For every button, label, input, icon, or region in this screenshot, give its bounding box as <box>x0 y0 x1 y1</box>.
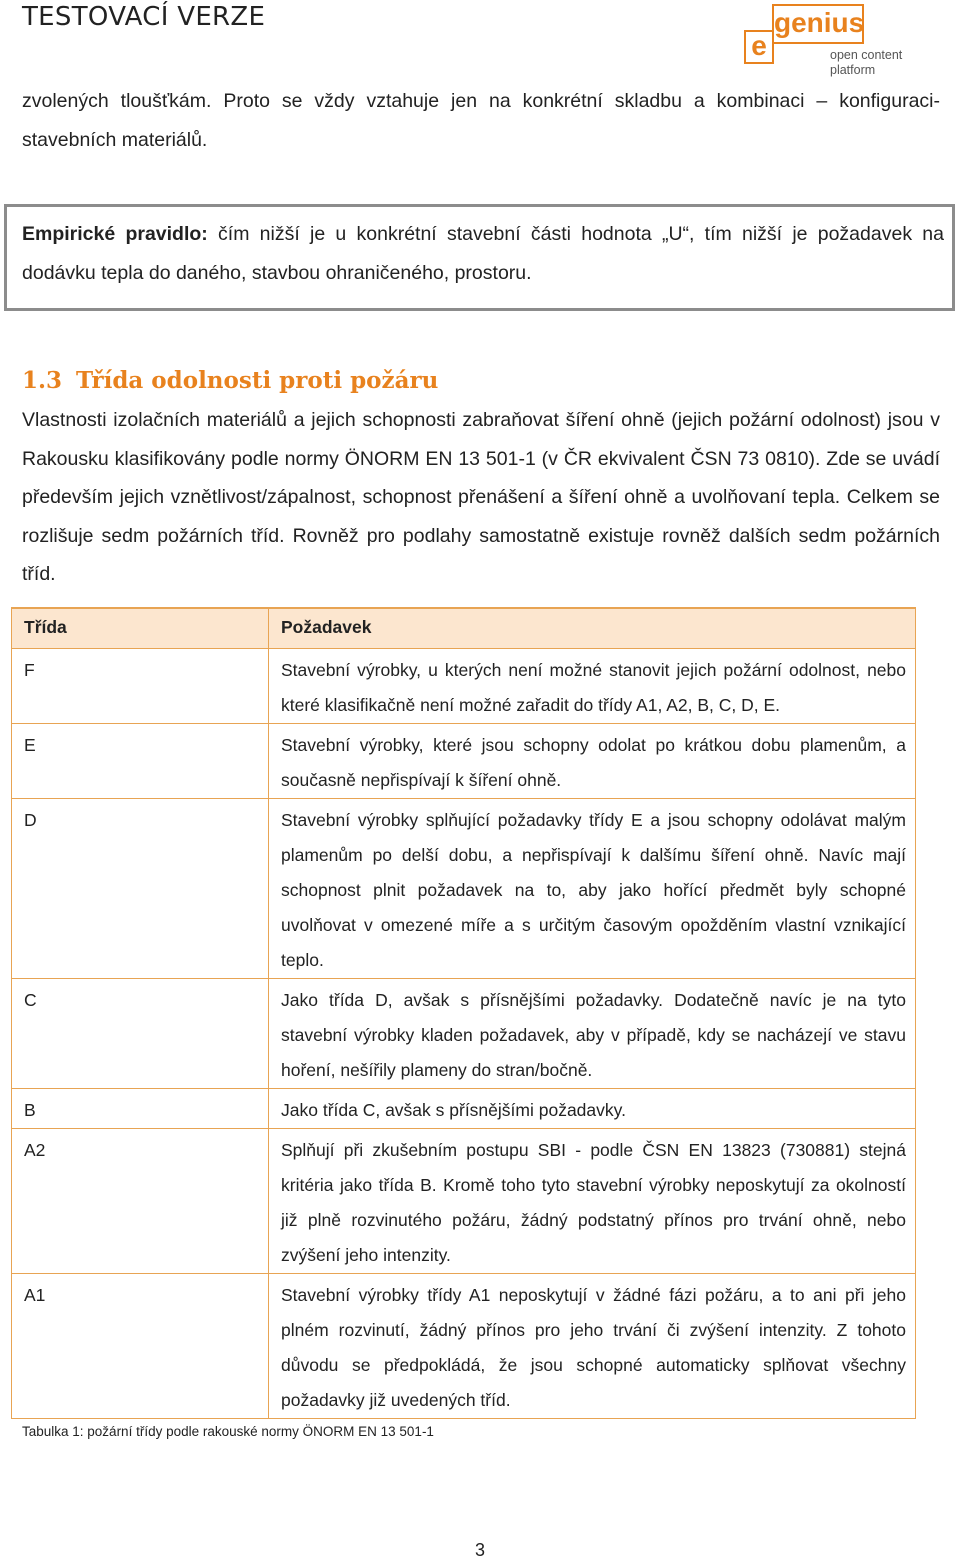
fire-class-cell: B <box>12 1089 269 1129</box>
requirement-cell: Splňují při zkušebním postupu SBI - podle ČSN EN 13823 (730881) stejná kritéria jako třída B. Kromě toho tyto stavební výrobky neposkytují za okolností již plně rozvinutého požáru, žádný podstatný přínos pro trvání ohně, nebo zvýšení jeho intenzity. <box>269 1129 916 1274</box>
section-title: Třída odolnosti proti požáru <box>76 367 439 394</box>
requirement-cell: Stavební výrobky splňující požadavky třídy E a jsou schopny odolávat malým plamenům po delší dobu, a nepřispívají k dalšímu šíření ohně. Navíc mají schopnost plnit požadavek na to, aby jako hořící předmět byly schopné uvolňovat v omezené míře a s určitým časovým opožděním vlastní vznikající teplo. <box>269 799 916 979</box>
table-header-requirement: Požadavek <box>269 608 916 649</box>
logo-wordmark: genius <box>772 4 864 44</box>
logo-tagline-line1: open content <box>830 48 903 62</box>
fire-class-cell: D <box>12 799 269 979</box>
fire-class-cell: F <box>12 649 269 724</box>
section-heading <box>22 367 452 394</box>
empirical-rule-box <box>4 204 955 311</box>
table-header-class: Třída <box>12 608 269 649</box>
requirement-cell: Stavební výrobky, které jsou schopny odolat po krátkou dobu plamenům, a současně nepřispívají k šíření ohně. <box>269 724 916 799</box>
table-caption: Tabulka 1: požární třídy podle rakouské normy ÖNORM EN 13 501-1 <box>22 1424 434 1439</box>
section-number: 1.3 <box>22 367 63 394</box>
egenius-logo <box>744 4 914 80</box>
page-number: 3 <box>474 1540 485 1560</box>
table-header-row <box>12 608 916 649</box>
logo-tagline-line2: platform <box>830 63 876 77</box>
intro-paragraph: zvolených tloušťkám. Proto se vždy vztahuje jen na konkrétní skladbu a kombinaci – konfiguraci-stavebních materiálů. <box>22 90 940 151</box>
table-row <box>12 724 916 799</box>
empirical-rule-label: Empirické pravidlo: <box>22 223 208 245</box>
table-row <box>12 979 916 1089</box>
table-row <box>12 1274 916 1419</box>
requirement-cell: Jako třída C, avšak s přísnějšími požadavky. <box>269 1089 916 1129</box>
requirement-cell: Jako třída D, avšak s přísnějšími požadavky. Dodatečně navíc je na tyto stavební výrobky kladen požadavek, aby v případě, kdy se nacházejí ve stavu hoření, nešířily plameny do stran/bočně. <box>269 979 916 1089</box>
table-row <box>12 1089 916 1129</box>
logo-mark: e <box>744 30 774 64</box>
requirement-cell: Stavební výrobky, u kterých není možné stanovit jejich požární odolnost, nebo které klasifikačně není možné zařadit do třídy A1, A2, B, C, D, E. <box>269 649 916 724</box>
table-row <box>12 1129 916 1274</box>
section-body-paragraph: Vlastnosti izolačních materiálů a jejich schopnosti zabraňovat šíření ohně (jejich požární odolnost) jsou v Rakousku klasifikovány podle normy ÖNORM EN 13 501-1 (v ČR ekvivalent ČSN 73 0810). Zde se uvádí především jejich vznětlivost/zápalnost, schopnost přenášení a šíření ohně a uvolňovaní tepla. Celkem se rozlišuje sedm požárních tříd. Rovněž pro podlahy samostatně existuje rovněž dalších sedm požárních tříd. <box>22 409 940 585</box>
requirement-cell: Stavební výrobky třídy A1 neposkytují v žádné fázi požáru, a to ani při jeho plném rozvinutí, žádný přínos pro jeho trvání či zvýšení intenzity. Z tohoto důvodu se předpokládá, že jsou schopné automaticky splňovat všechny požadavky již uvedených tříd. <box>269 1274 916 1419</box>
document-header-title: TESTOVACÍ VERZE <box>22 2 266 32</box>
table-row <box>12 649 916 724</box>
fire-class-cell: A2 <box>12 1129 269 1274</box>
empirical-rule-text <box>22 215 944 292</box>
fire-class-cell: A1 <box>12 1274 269 1419</box>
fire-class-table <box>11 607 916 1419</box>
fire-class-cell: C <box>12 979 269 1089</box>
fire-class-cell: E <box>12 724 269 799</box>
table-row <box>12 799 916 979</box>
empirical-rule-body: čím nižší je u konkrétní stavební části hodnota „U“, tím nižší je požadavek na dodávku tepla do daného, stavbou ohraničeného, prostoru. <box>22 223 944 284</box>
